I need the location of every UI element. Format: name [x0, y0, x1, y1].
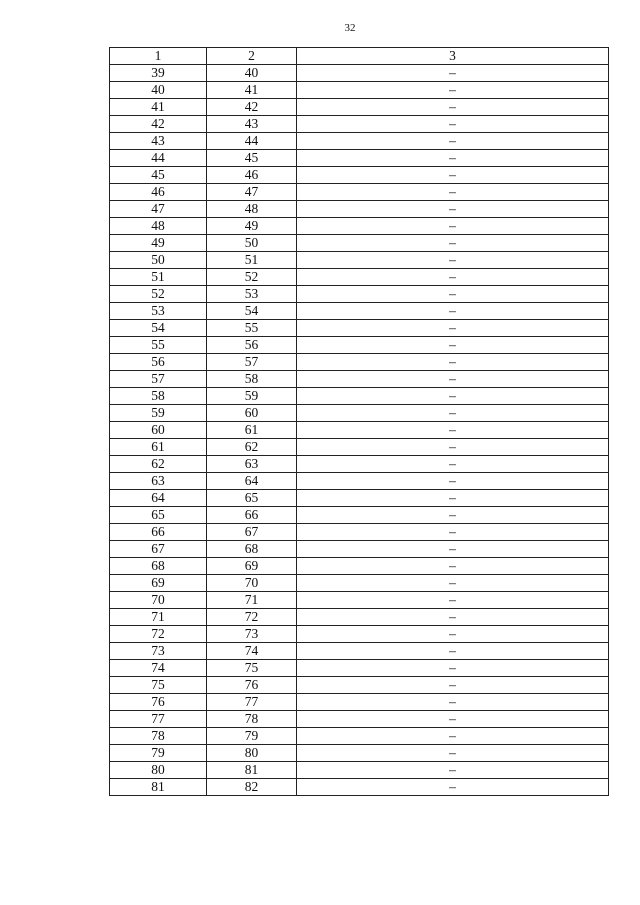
table-cell: 64 [207, 473, 297, 490]
table-cell: 52 [110, 286, 207, 303]
table-cell: – [297, 507, 609, 524]
table-cell: 55 [207, 320, 297, 337]
table-cell: 46 [110, 184, 207, 201]
table-cell: – [297, 660, 609, 677]
table-row [110, 524, 609, 541]
table-cell: – [297, 779, 609, 796]
table-row [110, 558, 609, 575]
table-row [110, 422, 609, 439]
table-cell: – [297, 150, 609, 167]
table-cell: 53 [207, 286, 297, 303]
table-cell: – [297, 303, 609, 320]
table-cell: – [297, 82, 609, 99]
table-row [110, 439, 609, 456]
table-cell: – [297, 235, 609, 252]
table-row [110, 456, 609, 473]
table-cell: – [297, 541, 609, 558]
table-cell: – [297, 456, 609, 473]
table-cell: 60 [207, 405, 297, 422]
table-cell: 44 [207, 133, 297, 150]
table-cell: 71 [110, 609, 207, 626]
table-cell: 51 [110, 269, 207, 286]
table-row [110, 184, 609, 201]
table-cell: 73 [207, 626, 297, 643]
table-row [110, 728, 609, 745]
table-cell: 78 [207, 711, 297, 728]
table-cell: 67 [110, 541, 207, 558]
table-cell: – [297, 626, 609, 643]
table-row [110, 626, 609, 643]
table-cell: 72 [110, 626, 207, 643]
table-row [110, 643, 609, 660]
table-cell: – [297, 643, 609, 660]
table-cell: 42 [110, 116, 207, 133]
table-cell: 48 [207, 201, 297, 218]
table-cell: 56 [207, 337, 297, 354]
table-cell: 57 [110, 371, 207, 388]
table-row [110, 575, 609, 592]
table-row [110, 235, 609, 252]
table-cell: 49 [110, 235, 207, 252]
table-cell: 77 [207, 694, 297, 711]
table-cell: 65 [110, 507, 207, 524]
table-cell: 57 [207, 354, 297, 371]
table-cell: 46 [207, 167, 297, 184]
table-row [110, 82, 609, 99]
table-cell: 61 [110, 439, 207, 456]
table-cell: 76 [207, 677, 297, 694]
table-row [110, 286, 609, 303]
table-cell: 54 [207, 303, 297, 320]
table-cell: 73 [110, 643, 207, 660]
table-cell: 63 [110, 473, 207, 490]
table-cell: 47 [207, 184, 297, 201]
table-cell: – [297, 762, 609, 779]
table-cell: – [297, 371, 609, 388]
table-row [110, 218, 609, 235]
table-cell: – [297, 473, 609, 490]
table-cell: 44 [110, 150, 207, 167]
table-body [110, 65, 609, 796]
table-cell: 42 [207, 99, 297, 116]
table-cell: 39 [110, 65, 207, 82]
table-cell: 71 [207, 592, 297, 609]
table-cell: – [297, 694, 609, 711]
table-cell: 47 [110, 201, 207, 218]
table-row [110, 507, 609, 524]
table-row [110, 779, 609, 796]
table-cell: 40 [110, 82, 207, 99]
table-cell: 45 [207, 150, 297, 167]
table-cell: – [297, 99, 609, 116]
table-cell: 58 [207, 371, 297, 388]
data-table [109, 47, 609, 796]
table-cell: 50 [110, 252, 207, 269]
table-cell: 51 [207, 252, 297, 269]
table-cell: 81 [207, 762, 297, 779]
table-cell: – [297, 490, 609, 507]
table-row [110, 252, 609, 269]
table-cell: 68 [207, 541, 297, 558]
table-cell: – [297, 218, 609, 235]
table-cell: 68 [110, 558, 207, 575]
table-cell: – [297, 422, 609, 439]
table-cell: 79 [207, 728, 297, 745]
table-cell: 48 [110, 218, 207, 235]
table-row [110, 609, 609, 626]
table-cell: 56 [110, 354, 207, 371]
table-cell: – [297, 439, 609, 456]
table-cell: 52 [207, 269, 297, 286]
table-row [110, 694, 609, 711]
table-cell: 59 [207, 388, 297, 405]
table-cell: – [297, 405, 609, 422]
table-cell: – [297, 286, 609, 303]
table-row [110, 201, 609, 218]
table-cell: 40 [207, 65, 297, 82]
table-cell: 60 [110, 422, 207, 439]
table-row [110, 711, 609, 728]
table-row [110, 167, 609, 184]
table-cell: 77 [110, 711, 207, 728]
table-cell: – [297, 558, 609, 575]
table-cell: – [297, 65, 609, 82]
table-cell: – [297, 728, 609, 745]
table-cell: 74 [110, 660, 207, 677]
table-row [110, 762, 609, 779]
table-cell: 49 [207, 218, 297, 235]
table-cell: 82 [207, 779, 297, 796]
table-cell: 50 [207, 235, 297, 252]
table-row [110, 337, 609, 354]
table-row [110, 150, 609, 167]
table-row [110, 473, 609, 490]
table-cell: 55 [110, 337, 207, 354]
table-cell: 66 [207, 507, 297, 524]
table-row [110, 371, 609, 388]
table-cell: 66 [110, 524, 207, 541]
page-number: 32 [344, 22, 356, 34]
table-cell: 43 [110, 133, 207, 150]
table-cell: 58 [110, 388, 207, 405]
table-cell: – [297, 320, 609, 337]
table-row [110, 320, 609, 337]
table-row [110, 677, 609, 694]
table-row [110, 116, 609, 133]
table-cell: 69 [110, 575, 207, 592]
table-cell: 75 [110, 677, 207, 694]
table-row [110, 388, 609, 405]
table-cell: – [297, 711, 609, 728]
table-row [110, 65, 609, 82]
table-header-row [110, 48, 609, 65]
table-row [110, 354, 609, 371]
table-cell: 65 [207, 490, 297, 507]
table-row [110, 269, 609, 286]
table-cell: – [297, 167, 609, 184]
table-cell: 76 [110, 694, 207, 711]
table-cell: 70 [110, 592, 207, 609]
table-row [110, 99, 609, 116]
table-cell: – [297, 337, 609, 354]
table-cell: 62 [110, 456, 207, 473]
table-cell: – [297, 252, 609, 269]
table-cell: 43 [207, 116, 297, 133]
table-cell: – [297, 354, 609, 371]
table-cell: – [297, 677, 609, 694]
table-row [110, 541, 609, 558]
table-cell: 74 [207, 643, 297, 660]
table-cell: 63 [207, 456, 297, 473]
table-cell: – [297, 609, 609, 626]
table-cell: 81 [110, 779, 207, 796]
table-cell: – [297, 575, 609, 592]
table-cell: 78 [110, 728, 207, 745]
table-row [110, 490, 609, 507]
table-cell: 80 [110, 762, 207, 779]
table-cell: 80 [207, 745, 297, 762]
table-cell: – [297, 133, 609, 150]
table-cell: – [297, 524, 609, 541]
table-cell: 70 [207, 575, 297, 592]
table-cell: 59 [110, 405, 207, 422]
table-cell: – [297, 388, 609, 405]
table-cell: 72 [207, 609, 297, 626]
table-row [110, 303, 609, 320]
table-cell: – [297, 269, 609, 286]
table-cell: 54 [110, 320, 207, 337]
column-header: 3 [297, 48, 609, 65]
table-cell: – [297, 201, 609, 218]
column-header: 1 [110, 48, 207, 65]
table-cell: 67 [207, 524, 297, 541]
table-row [110, 745, 609, 762]
table-cell: 41 [207, 82, 297, 99]
column-header: 2 [207, 48, 297, 65]
table-cell: 53 [110, 303, 207, 320]
table-cell: 45 [110, 167, 207, 184]
table-row [110, 592, 609, 609]
table-cell: – [297, 745, 609, 762]
table-cell: 79 [110, 745, 207, 762]
table-cell: – [297, 116, 609, 133]
table-cell: 41 [110, 99, 207, 116]
table-cell: 69 [207, 558, 297, 575]
table-row [110, 660, 609, 677]
table-cell: 75 [207, 660, 297, 677]
table-cell: 64 [110, 490, 207, 507]
table-cell: 62 [207, 439, 297, 456]
table-row [110, 405, 609, 422]
table-cell: 61 [207, 422, 297, 439]
table-row [110, 133, 609, 150]
table-cell: – [297, 184, 609, 201]
table-cell: – [297, 592, 609, 609]
